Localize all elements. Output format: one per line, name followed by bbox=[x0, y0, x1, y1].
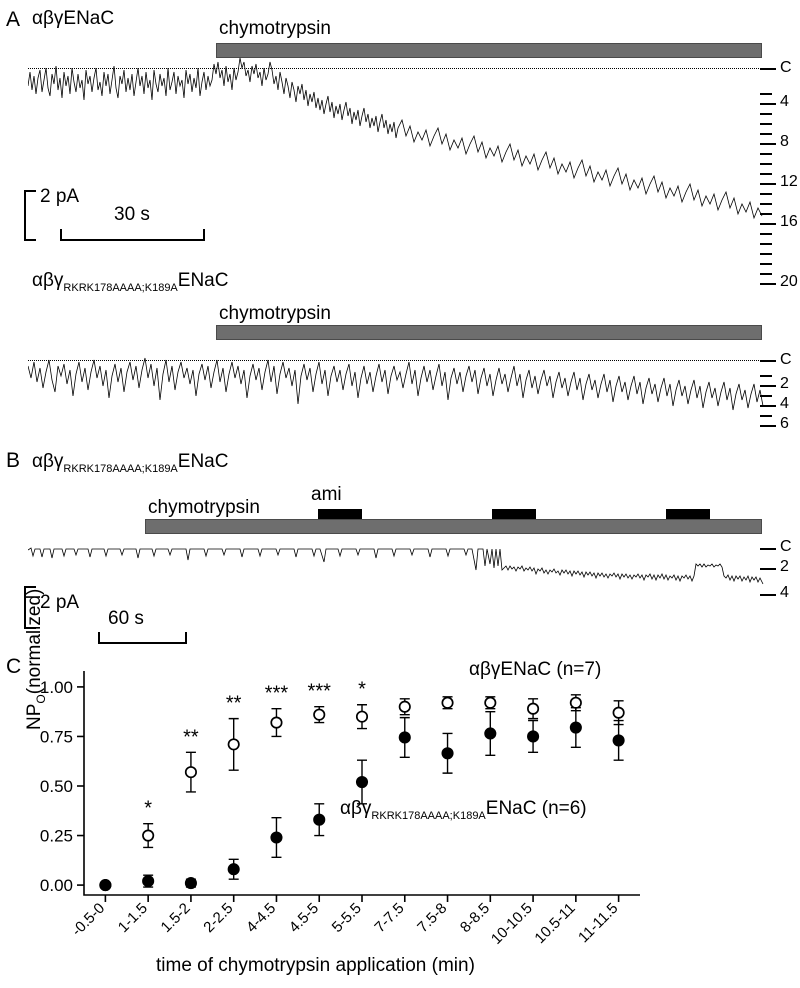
x-tick-label: 5-5.5 bbox=[328, 899, 365, 937]
significance-mark: * bbox=[358, 678, 366, 701]
y-tick-label: 0.00 bbox=[39, 876, 73, 896]
data-point-filled bbox=[571, 722, 581, 732]
tick-closed-a2 bbox=[760, 360, 776, 362]
tick-a1-6 bbox=[760, 143, 776, 145]
significance-mark: *** bbox=[264, 682, 289, 705]
chymotrypsin-label-a2: chymotrypsin bbox=[219, 303, 331, 324]
tick-a1-10 bbox=[760, 183, 776, 185]
trace-label-abg-enac bbox=[32, 8, 114, 30]
tick-a2-6 bbox=[760, 425, 776, 427]
panel-letter-c: C bbox=[6, 655, 22, 678]
legend-filled-suffix: ENaC (n=6) bbox=[485, 798, 587, 819]
significance-mark: * bbox=[144, 797, 153, 820]
y-tick-label: 0.25 bbox=[39, 826, 73, 846]
tick-a1-11 bbox=[760, 193, 772, 195]
tick-b-2 bbox=[760, 594, 776, 596]
mutant-label-prefix-b: αβγ bbox=[32, 451, 64, 472]
tick-a1-14 bbox=[760, 223, 776, 225]
ami-label-b: ami bbox=[311, 484, 342, 505]
data-point-open bbox=[485, 698, 495, 708]
tick-label-a1-v5: 20 bbox=[780, 273, 798, 290]
mutant-label-suffix-b: ENaC bbox=[177, 451, 229, 472]
y-axis-label-main: NP bbox=[24, 703, 45, 730]
tick-a1-15 bbox=[760, 233, 772, 235]
ami-bar-b-1 bbox=[318, 509, 362, 519]
y-axis-label-sub: O bbox=[33, 694, 48, 704]
tick-label-a1-v1: 4 bbox=[780, 93, 789, 110]
data-point-filled bbox=[400, 732, 410, 742]
panel-letter-b: B bbox=[6, 449, 21, 472]
mutant-label-sub-a2: RKRK178AAAA;K189A bbox=[63, 281, 178, 294]
tick-a1-17 bbox=[760, 253, 772, 255]
tick-b-1 bbox=[760, 568, 776, 570]
tick-a1-13 bbox=[760, 213, 772, 215]
x-tick-label: 11-11.5 bbox=[575, 899, 622, 947]
ami-bar-b-3 bbox=[666, 509, 710, 519]
data-point-open bbox=[442, 698, 452, 708]
legend-filled-sub: RKRK178AAAA;K189A bbox=[371, 809, 486, 822]
tick-label-a1-v2: 8 bbox=[780, 133, 789, 150]
trace-label-mutant-a2 bbox=[32, 270, 228, 294]
data-point-filled bbox=[314, 814, 324, 824]
x-tick-label: 4-4.5 bbox=[243, 899, 280, 937]
trace-label-mutant-b bbox=[32, 451, 228, 475]
data-point-open bbox=[314, 709, 324, 719]
tick-label-b-v2: 4 bbox=[780, 584, 789, 601]
current-trace-abg-enac bbox=[28, 56, 764, 306]
tick-closed-b bbox=[760, 548, 776, 550]
legend-filled-prefix: αβγ bbox=[340, 798, 372, 819]
tick-label-a2-v3: 6 bbox=[780, 415, 789, 432]
chymotrypsin-bar-a2 bbox=[216, 325, 762, 340]
tick-a1-18 bbox=[760, 263, 772, 265]
x-tick-label: 7-7.5 bbox=[371, 899, 408, 937]
legend-open-suffix: ENaC (n=7) bbox=[500, 659, 602, 680]
significance-mark: *** bbox=[307, 680, 331, 703]
tick-a1-5 bbox=[760, 133, 772, 135]
x-tick-label: 7.5-8 bbox=[414, 899, 451, 937]
x-tick-label: 1-1.5 bbox=[114, 899, 151, 937]
tick-a2-5 bbox=[760, 415, 772, 417]
x-tick-label: 4.5-5 bbox=[285, 899, 323, 937]
scatter-plot bbox=[0, 655, 800, 988]
scale-bar-time-b bbox=[98, 629, 188, 645]
tick-label-closed-b: C bbox=[780, 538, 792, 555]
y-tick-label: 0.50 bbox=[39, 777, 73, 796]
tick-label-a1-v4: 16 bbox=[780, 213, 798, 230]
tick-a2-3 bbox=[760, 395, 772, 397]
scale-bar-current-a bbox=[22, 190, 38, 242]
data-point-open bbox=[143, 830, 153, 840]
significance-mark: ** bbox=[183, 726, 199, 749]
x-tick-label: 8-8.5 bbox=[456, 899, 494, 937]
trace-label-abg-enac-text: αβγENaC bbox=[32, 8, 115, 29]
data-point-open bbox=[271, 717, 281, 727]
scale-label-time-a: 30 s bbox=[114, 204, 150, 225]
tick-label-closed-a2: C bbox=[780, 351, 792, 368]
tick-label-closed-a1: C bbox=[780, 59, 792, 76]
tick-a1-1 bbox=[760, 93, 772, 95]
panel-letter-a: A bbox=[6, 8, 21, 31]
data-point-filled bbox=[186, 878, 196, 888]
data-point-filled bbox=[357, 777, 367, 787]
y-axis-label-rest: (normalized) bbox=[24, 588, 45, 695]
data-point-open bbox=[571, 698, 581, 708]
data-point-filled bbox=[228, 864, 238, 874]
tick-a1-8 bbox=[760, 163, 772, 165]
data-point-open bbox=[228, 739, 238, 749]
tick-closed-a1 bbox=[760, 68, 776, 70]
tick-label-a2-v2: 4 bbox=[780, 395, 789, 412]
data-point-filled bbox=[442, 748, 452, 758]
current-trace-b bbox=[28, 540, 764, 610]
current-trace-mutant-a2 bbox=[28, 348, 764, 438]
tick-label-a2-v1: 2 bbox=[780, 375, 789, 392]
tick-a1-7 bbox=[760, 153, 772, 155]
mutant-label-sub-b: RKRK178AAAA;K189A bbox=[63, 462, 178, 475]
data-point-open bbox=[400, 702, 410, 712]
tick-a1-3 bbox=[760, 113, 772, 115]
x-tick-label: 10-10.5 bbox=[487, 899, 536, 948]
data-point-filled bbox=[143, 876, 153, 886]
tick-a2-2 bbox=[760, 385, 776, 387]
data-point-filled bbox=[613, 735, 623, 745]
significance-mark: ** bbox=[225, 692, 242, 715]
tick-a2-1 bbox=[760, 375, 772, 377]
x-tick-label: 10.5-11 bbox=[531, 899, 579, 948]
ami-bar-b-2 bbox=[492, 509, 536, 519]
data-point-open bbox=[613, 707, 623, 717]
legend-open-prefix: αβγ bbox=[469, 659, 501, 680]
x-axis-label: time of chymotrypsin application (min) bbox=[156, 955, 475, 976]
data-point-open bbox=[357, 711, 367, 721]
tick-a1-12 bbox=[760, 203, 772, 205]
x-tick-label: -0.5-0 bbox=[68, 899, 109, 940]
x-tick-label: 1.5-2 bbox=[157, 899, 194, 937]
data-point-filled bbox=[100, 880, 110, 890]
chymotrypsin-label-a1: chymotrypsin bbox=[219, 18, 331, 39]
chymotrypsin-label-b: chymotrypsin bbox=[148, 497, 260, 518]
mutant-label-prefix-a2: αβγ bbox=[32, 270, 64, 291]
y-tick-label: 1.00 bbox=[39, 677, 73, 697]
data-point-open bbox=[528, 704, 538, 714]
scale-label-time-b: 60 s bbox=[108, 608, 144, 629]
scale-bar-time-a bbox=[60, 226, 206, 242]
data-point-open bbox=[186, 767, 196, 777]
tick-a1-9 bbox=[760, 173, 772, 175]
mutant-label-suffix-a2: ENaC bbox=[177, 270, 229, 291]
tick-a1-16 bbox=[760, 243, 772, 245]
tick-a1-4 bbox=[760, 123, 772, 125]
scale-label-current-b: 2 pA bbox=[40, 592, 80, 613]
data-point-filled bbox=[271, 832, 281, 842]
tick-a1-20 bbox=[760, 283, 776, 285]
chymotrypsin-bar-b bbox=[145, 519, 762, 534]
y-tick-label: 0.75 bbox=[39, 727, 73, 747]
tick-label-b-v1: 2 bbox=[780, 558, 789, 575]
tick-a1-2 bbox=[760, 103, 776, 105]
scale-label-current-a: 2 pA bbox=[40, 186, 80, 207]
tick-label-a1-v3: 12 bbox=[780, 173, 798, 190]
x-tick-label: 2-2.5 bbox=[200, 899, 237, 937]
data-point-filled bbox=[528, 731, 538, 741]
tick-a1-19 bbox=[760, 273, 772, 275]
data-point-filled bbox=[485, 728, 495, 738]
tick-a2-4 bbox=[760, 405, 776, 407]
